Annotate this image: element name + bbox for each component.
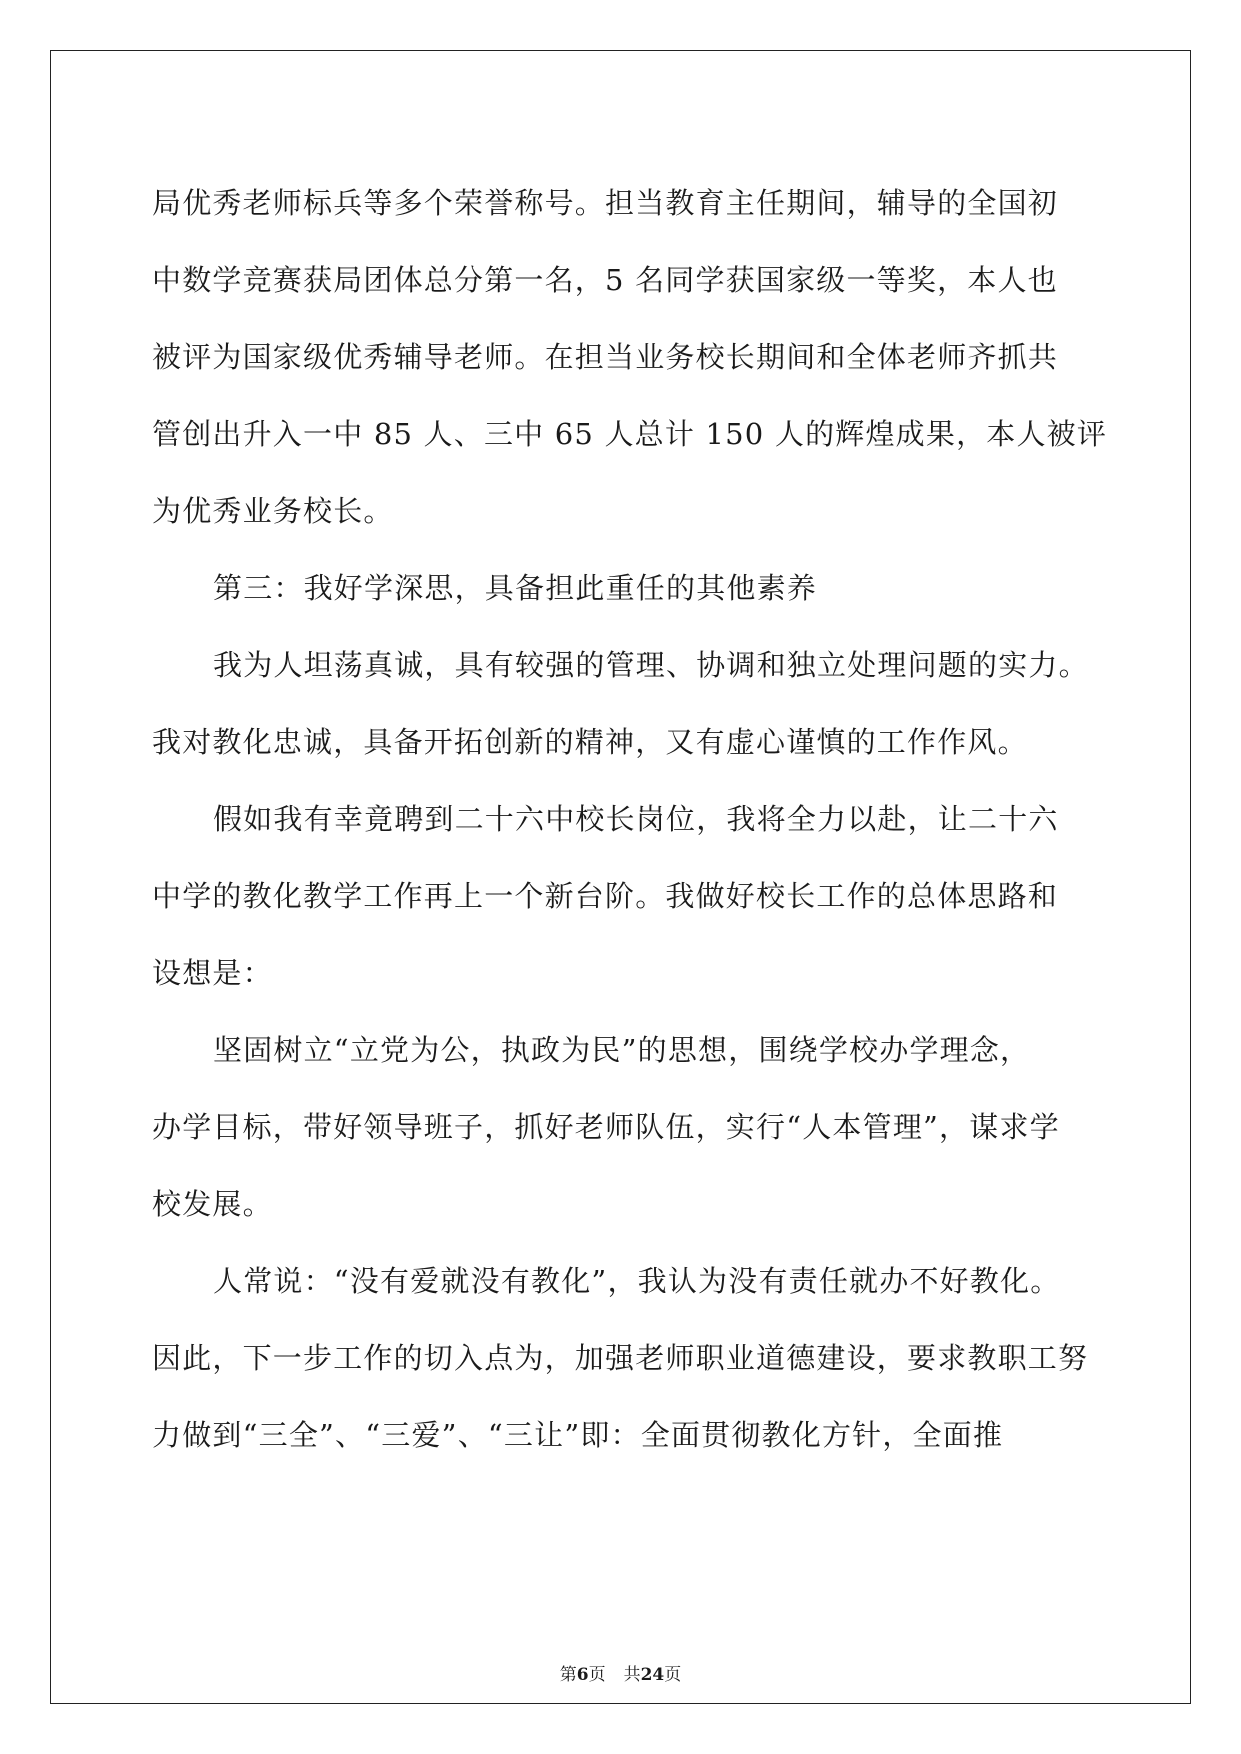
text-line: 假如我有幸竟聘到二十六中校长岗位，我将全力以赴，让二十六 [213, 802, 1059, 836]
page-footer [0, 1660, 1241, 1685]
text-line: 人常说：“没有爱就没有教化”，我认为没有责任就办不好教化。 [213, 1264, 1061, 1298]
text-line: 被评为国家级优秀辅导老师。在担当业务校长期间和全体老师齐抓共 [152, 340, 1059, 374]
page-number: 6 [576, 1665, 589, 1685]
page-suffix: 页 [588, 1665, 606, 1685]
page-prefix: 第 [559, 1665, 577, 1685]
total-pages: 24 [640, 1665, 665, 1685]
text-line: 局优秀老师标兵等多个荣誉称号。担当教育主任期间，辅导的全国初 [152, 186, 1059, 220]
text-line: 为优秀业务校长。 [152, 494, 394, 528]
text-line: 因此，下一步工作的切入点为，加强老师职业道德建设，要求教职工努 [152, 1341, 1089, 1375]
total-prefix: 共 [623, 1665, 641, 1685]
text-line: 我对教化忠诚，具备开拓创新的精神，又有虚心谨慎的工作作风。 [152, 725, 1028, 759]
document-body [152, 165, 1108, 1474]
text-line: 力做到“三全”、“三爱”、“三让”即：全面贯彻教化方针，全面推 [152, 1418, 1004, 1452]
text-line: 管创出升入一中 85 人、三中 65 人总计 150 人的辉煌成果，本人被评 [152, 417, 1108, 451]
text-line: 设想是： [152, 956, 273, 990]
text-line: 中数学竞赛获局团体总分第一名，5 名同学获国家级一等奖，本人也 [152, 263, 1058, 297]
text-line: 我为人坦荡真诚，具有较强的管理、协调和独立处理问题的实力。 [213, 648, 1089, 682]
text-line: 办学目标，带好领导班子，抓好老师队伍，实行“人本管理”，谋求学 [152, 1110, 1060, 1144]
section-heading: 第三：我好学深思，具备担此重任的其他素养 [213, 571, 818, 605]
total-suffix: 页 [664, 1665, 682, 1685]
text-line: 中学的教化教学工作再上一个新台阶。我做好校长工作的总体思路和 [152, 879, 1059, 913]
text-line: 校发展。 [152, 1187, 273, 1221]
text-line: 坚固树立“立党为公，执政为民”的思想，围绕学校办学理念， [213, 1033, 1031, 1067]
